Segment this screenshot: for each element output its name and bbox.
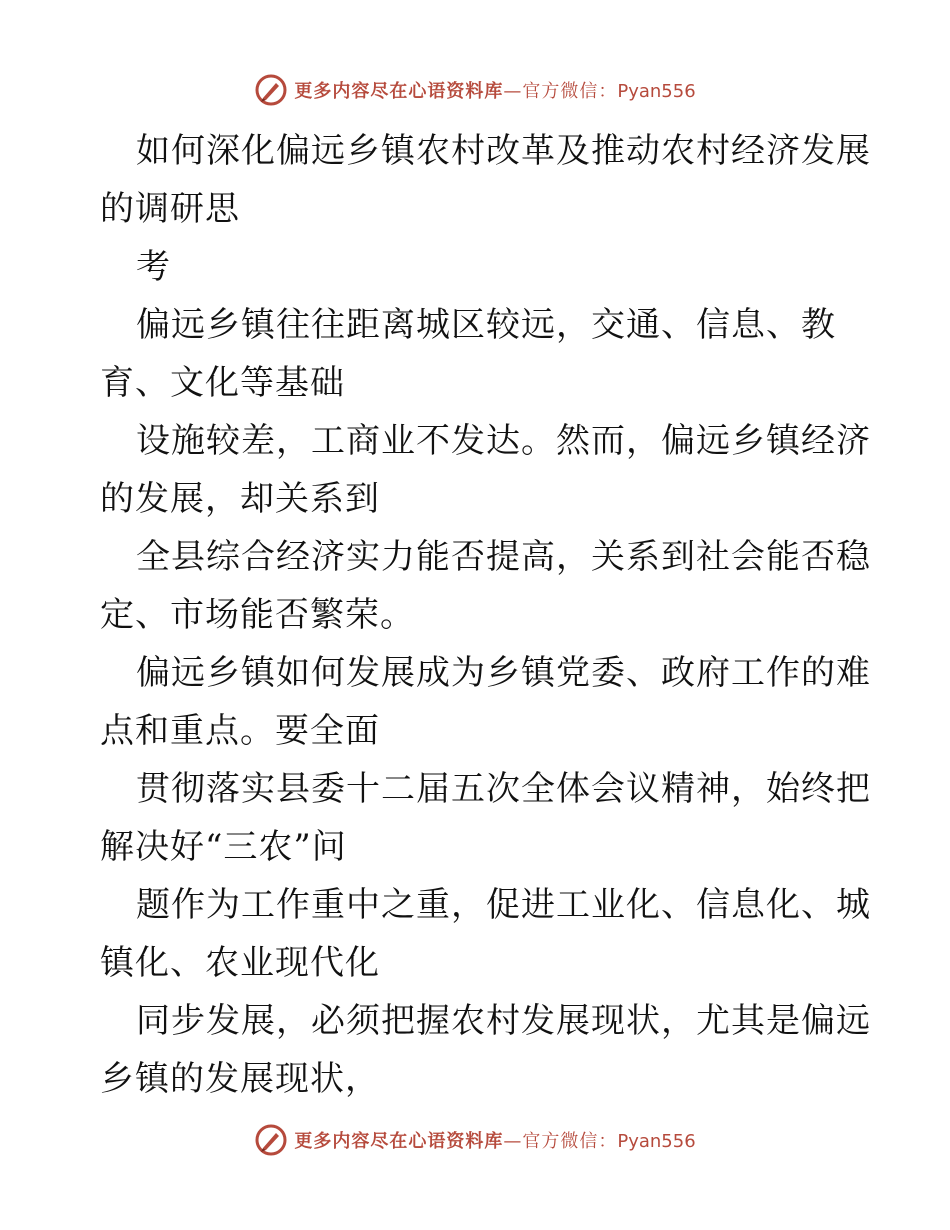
text-line: 育、文化等基础 (100, 363, 345, 403)
footer-banner-dash: — (503, 1131, 523, 1152)
text-line: 偏远乡镇往往距离城区较远，交通、信息、教 (136, 305, 836, 345)
header-banner-text (294, 77, 695, 103)
text-line: 的调研思 (100, 189, 240, 229)
document-body (100, 122, 871, 1108)
text-line: 贯彻落实县委十二届五次全体会议精神，始终把 (136, 769, 871, 809)
text-line: 设施较差，工商业不发达。然而，偏远乡镇经济 (136, 421, 871, 461)
text-line: 同步发展，必须把握农村发展现状，尤其是偏远 (136, 1001, 871, 1041)
header-banner (0, 70, 950, 110)
footer-banner-title: 更多内容尽在心语资料库 (294, 1131, 504, 1152)
text-line: 偏远乡镇如何发展成为乡镇党委、政府工作的难 (136, 653, 871, 693)
text-line: 镇化、农业现代化 (100, 943, 380, 983)
text-line: 定、市场能否繁荣。 (100, 595, 415, 635)
text-line: 如何深化偏远乡镇农村改革及推动农村经济发展 (136, 131, 871, 171)
text-line: 点和重点。要全面 (100, 711, 380, 751)
footer-wechat-label: 官方微信： (522, 1131, 618, 1152)
text-line: 解决好“三农”问 (100, 827, 347, 867)
footer-wechat-id: Pyan556 (617, 1131, 696, 1152)
footer-banner (0, 1120, 950, 1160)
text-line: 的发展，却关系到 (100, 479, 380, 519)
text-line: 题作为工作重中之重，促进工业化、信息化、城 (136, 885, 871, 925)
header-banner-dash: — (503, 81, 523, 102)
footer-banner-text (294, 1127, 695, 1153)
pen-logo-icon (254, 1123, 288, 1157)
text-line: 乡镇的发展现状， (100, 1059, 380, 1099)
text-line: 全县综合经济实力能否提高，关系到社会能否稳 (136, 537, 871, 577)
header-wechat-label: 官方微信： (522, 81, 618, 102)
header-banner-title: 更多内容尽在心语资料库 (294, 81, 504, 102)
text-line: 考 (136, 247, 171, 287)
pen-logo-icon (254, 73, 288, 107)
header-wechat-id: Pyan556 (617, 81, 696, 102)
